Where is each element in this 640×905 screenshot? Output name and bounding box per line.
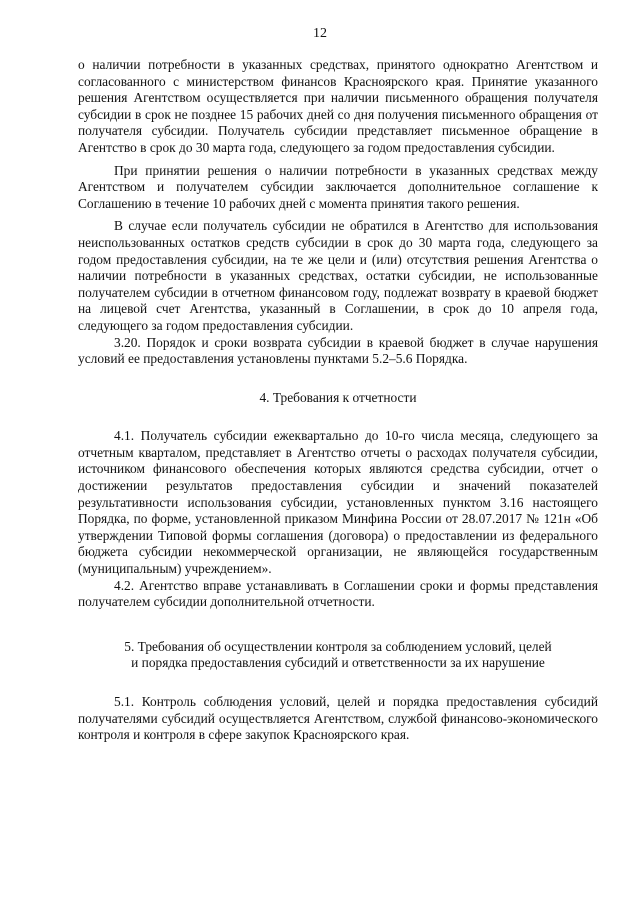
paragraph-3-20: 3.20. Порядок и сроки возврата субсидии в краевой бюджет в случае нарушения условий ее предоставления установлены пунктами 5.2–5.6 Порядка.	[78, 334, 598, 367]
paragraph-continuation: о наличии потребности в указанных средствах, принятого однократно Агентством и согласованного с министерством финансов Красноярского края. Принятие указанного решения Агентством осуществляется при наличии письменного обращения получателя субсидии в срок не позднее 15 рабочих дней со дня получения письменного обращения от получателя субсидии. Получатель субсидии представляет письменное обращение в Агентство в срок до 30 марта года, следующего за годом предоставления субсидии.	[78, 57, 598, 155]
paragraph-unused-balance-return: В случае если получатель субсидии не обратился в Агентство для использования неиспользованных остатков средств субсидии в срок до 30 марта года, следующего за годом предоставления субсидии, на те же цели и (или) отсутствия решения Агентства о наличии потребности в указанных средствах, остатки субсидии, не использованные получателем субсидии в отчетном финансовом году, подлежат возврату в краевой бюджет на лицевой счет Агентства, указанный в Соглашении, в срок до 10 апреля года, следующего за годом предоставления субсидии.	[78, 218, 598, 333]
page-number: 12	[313, 26, 327, 41]
section-heading-5-line1: 5. Требования об осуществлении контроля за соблюдением условий, целей	[124, 638, 552, 654]
paragraph-4-1: 4.1. Получатель субсидии ежеквартально до 10-го числа месяца, следующего за отчетным кварталом, представляет в Агентство отчеты о расходах получателя субсидии, источником финансового обеспечения которых являются средства субсидии, отчет о достижении результатов предоставления субсидии и значений показателей результативности использования субсидии, установленных пунктом 3.16 настоящего Порядка, по форме, установленной приказом Минфина России от 28.07.2017 № 121н «Об утверждении Типовой формы соглашения (договора) о предоставлении из федерального бюджета субсидии некоммерческой организации, не являющейся государственным (муниципальным) учреждением».	[78, 428, 598, 577]
section-heading-4: 4. Требования к отчетности	[259, 389, 417, 405]
section-heading-5-line2: и порядка предоставления субсидий и ответственности за их нарушение	[131, 655, 545, 671]
paragraph-additional-agreement: При принятии решения о наличии потребности в указанных средствах между Агентством и получателем субсидии заключается дополнительное соглашение к Соглашению в течение 10 рабочих дней с момента принятия такого решения.	[78, 162, 598, 211]
document-body	[78, 57, 598, 744]
paragraph-5-1: 5.1. Контроль соблюдения условий, целей и порядка предоставления субсидий получателями субсидий осуществляется Агентством, службой финансово-экономического контроля и контроля в сфере закупок Красноярского края.	[78, 694, 598, 743]
paragraph-4-2: 4.2. Агентство вправе устанавливать в Соглашении сроки и формы представления получателем субсидии дополнительной отчетности.	[78, 577, 598, 610]
